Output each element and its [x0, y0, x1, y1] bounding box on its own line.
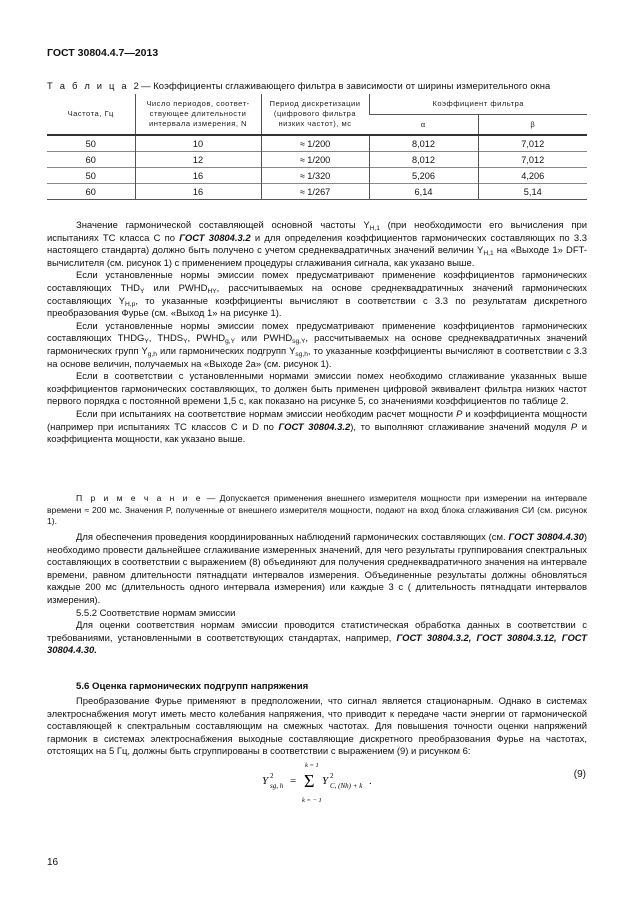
note-block: П р и м е ч а н и е — Допускается применения внешнего измерителя мощности при измерении на интервале времени ≈ 200 мс. Значения P, полученные от внешнего измерителя мощности, подают на вход блока сглаживания СИ (см. рисунок 1).	[47, 493, 588, 527]
section-heading: 5.6 Оценка гармонических подгрупп напряжения	[76, 681, 309, 692]
table-cell: 8,012	[369, 152, 478, 168]
table-cell: 5,206	[369, 168, 478, 184]
table-cell: 60	[47, 152, 135, 168]
table-cell: 50	[85, 138, 96, 149]
svg-text:2: 2	[330, 772, 334, 780]
table-cell: ≈ 1/200	[261, 135, 369, 152]
table-caption-label: Т а б л и ц а 2	[47, 80, 142, 91]
table-caption-text: — Коэффициенты сглаживающего фильтра в зависимости от ширины измерительного окна	[141, 80, 551, 91]
paragraph: Для обеспечения проведения координированных наблюдений гармонических составляющих (см. ГОСТ 30804.4.30) необходимо провести дальнейшее сглаживание измеренных значений, для чего результаты группирования спектральных составляющих в соответствии с выражением (8) объединяют для получения среднеквадратичного значения на интервале времени, равном длительности пятнадцати интервалов измерения. Объединенные результаты должны обновляться каждые 200 мс (длительность одного интервала измерения) или каждые 3 с ( длительность пятнадцати интервалов измерения).	[47, 532, 587, 606]
table-cell: 7,012	[478, 152, 587, 168]
table-cell: 10	[135, 135, 261, 152]
svg-text:sg, h: sg, h	[270, 782, 284, 790]
subsection-title: 5.5.2 Соответствие нормам эмиссии	[76, 607, 236, 619]
table-cell: ≈ 1/200	[261, 152, 369, 168]
col-header-beta: β	[478, 115, 587, 136]
table-cell: 8,012	[369, 135, 478, 152]
paragraph: Преобразование Фурье применяют в предположении, что сигнал является стационарным. Однако в системах электроснабжения могут иметь место колебания напряжения, что приводит к передаче части энергии от гармонической составляющей к спектральным составляющим на смежных частотах. Для повышения точности оценки напряжений гармоник в системах электроснабжения выходные составляющие дискретного преобразования Фурье на частотах, отстоящих на 5 Гц, должны быть сгруппированы в соответствии с выражением (9) и рисунком 6:	[47, 696, 587, 758]
table-row	[47, 168, 587, 184]
paragraph: Если установленные нормы эмиссии помех предусматривают применение коэффициентов гармонических составляющих $THD_Y$ или $PWHD_{HY}$, рассчитываемых на основе среднеквадратичных значений гармонических составляющих $Y_{H,p}$, то указанные коэффициенты вычисляют в соответствии с 3.3 по результатам дискретного преобразования Фурье (см. «Выход 1» на рисунке 1).	[47, 270, 588, 320]
table-cell: 50	[47, 168, 135, 184]
paragraph: Если установленные нормы эмиссии помех предусматривают применение коэффициентов гармонических составляющих $THDG_Y$, $THDS_Y$, $PWHD_{g,Y}$ или $PWHD_{sg,Y}$, рассчитываемых на основе среднеквадратичных значений гармонических групп $Y_{g,h}$ или гармонических подгрупп $Y_{sg,h}$, то указанные коэффициенты вычисляют в соответствии с 3.3 на основе величин, получаемых на «Выходе 2а» (см. рисунок 1).	[47, 320, 588, 370]
table-cell: 5,14	[478, 184, 587, 200]
col-header-alpha: α	[369, 115, 478, 136]
paragraph: Для оценки соответствия нормам эмиссии проводится статистическая обработка данных в соответствии с требованиями, установленными в соответствующих стандартах, например, ГОСТ 30804.3.2, ГОСТ 30804.3.12, ГОСТ 30804.4.30.	[47, 620, 588, 657]
body-text-block-1	[47, 220, 587, 447]
formula-number: (9)	[573, 769, 586, 780]
col-header-sampling-period: Период дискретизации (цифрового фильтра низких частот), мс	[261, 94, 369, 135]
col-header-frequency: Частота, Гц	[67, 109, 114, 118]
table-cell: 12	[135, 152, 261, 168]
table-caption	[47, 80, 587, 91]
page-number: 16	[47, 857, 59, 868]
col-header-filter-coefficient: Коэффициент фильтра	[369, 94, 587, 115]
table-cell: ≈ 1/267	[261, 184, 369, 200]
table-cell: 16	[135, 184, 261, 200]
table-cell: 60	[47, 184, 135, 200]
filter-coefficients-table	[47, 94, 587, 200]
svg-text:=: =	[290, 775, 297, 787]
table-cell: ≈ 1/320	[261, 168, 369, 184]
paragraph: Если при испытаниях на соответствие нормам эмиссии необходим расчет мощности P и коэффициента мощности (например при испытаниях ТС классов С и D по ГОСТ 30804.3.2), то выполняют сглаживание значений модуля P и коэффициента мощности, как указано выше.	[47, 408, 588, 446]
formula-9	[0, 756, 630, 816]
table-cell: 4,206	[478, 168, 587, 184]
svg-text:Y: Y	[322, 775, 329, 787]
svg-text:k = − 1: k = − 1	[302, 797, 322, 804]
table-row	[47, 184, 587, 200]
table-cell: 7,012	[478, 135, 587, 152]
svg-text:k = 1: k = 1	[305, 762, 319, 769]
document-header: ГОСТ 30804.4.7—2013	[47, 47, 159, 59]
paragraph: Значение гармонической составляющей основной частоты $Y_{H,1}$ (при необходимости его вычисления при испытаниях ТС класса С по ГОСТ 30804.3.2 и для определения коэффициентов гармонических составляющих по 3.3 настоящего стандарта) должно быть получено с учетом среднеквадратичных значений величин $Y_{H,1}$ на «Выходе 1» DFT-вычислителя (см. рисунок 1) с применением процедуры сглаживания сигнала, как указано выше.	[47, 220, 587, 269]
table-cell: 16	[135, 168, 261, 184]
svg-text:Σ: Σ	[304, 771, 315, 791]
svg-text:C, (Nh) + k: C, (Nh) + k	[330, 782, 363, 790]
col-header-periods: Число периодов, соответ-ствующее длительности интервала измерения, N	[135, 94, 261, 135]
paragraph: Если в соответствии с установленными нормами эмиссии помех необходимо сглаживание указанных выше коэффициентов гармонических составляющих, то должен быть применен цифровой эквивалент фильтра низких частот первого порядка с постоянной времени 1,5 с, как показано на рисунке 5, со значениями коэффициентов по таблице 2.	[47, 371, 587, 408]
table-cell: 6,14	[369, 184, 478, 200]
table-row	[47, 135, 587, 152]
svg-text:.: .	[369, 775, 372, 787]
table-row	[47, 152, 587, 168]
svg-text:Y: Y	[262, 775, 269, 787]
body-text-block-2	[47, 532, 587, 658]
body-text-block-3	[47, 696, 587, 759]
svg-text:2: 2	[270, 772, 274, 780]
